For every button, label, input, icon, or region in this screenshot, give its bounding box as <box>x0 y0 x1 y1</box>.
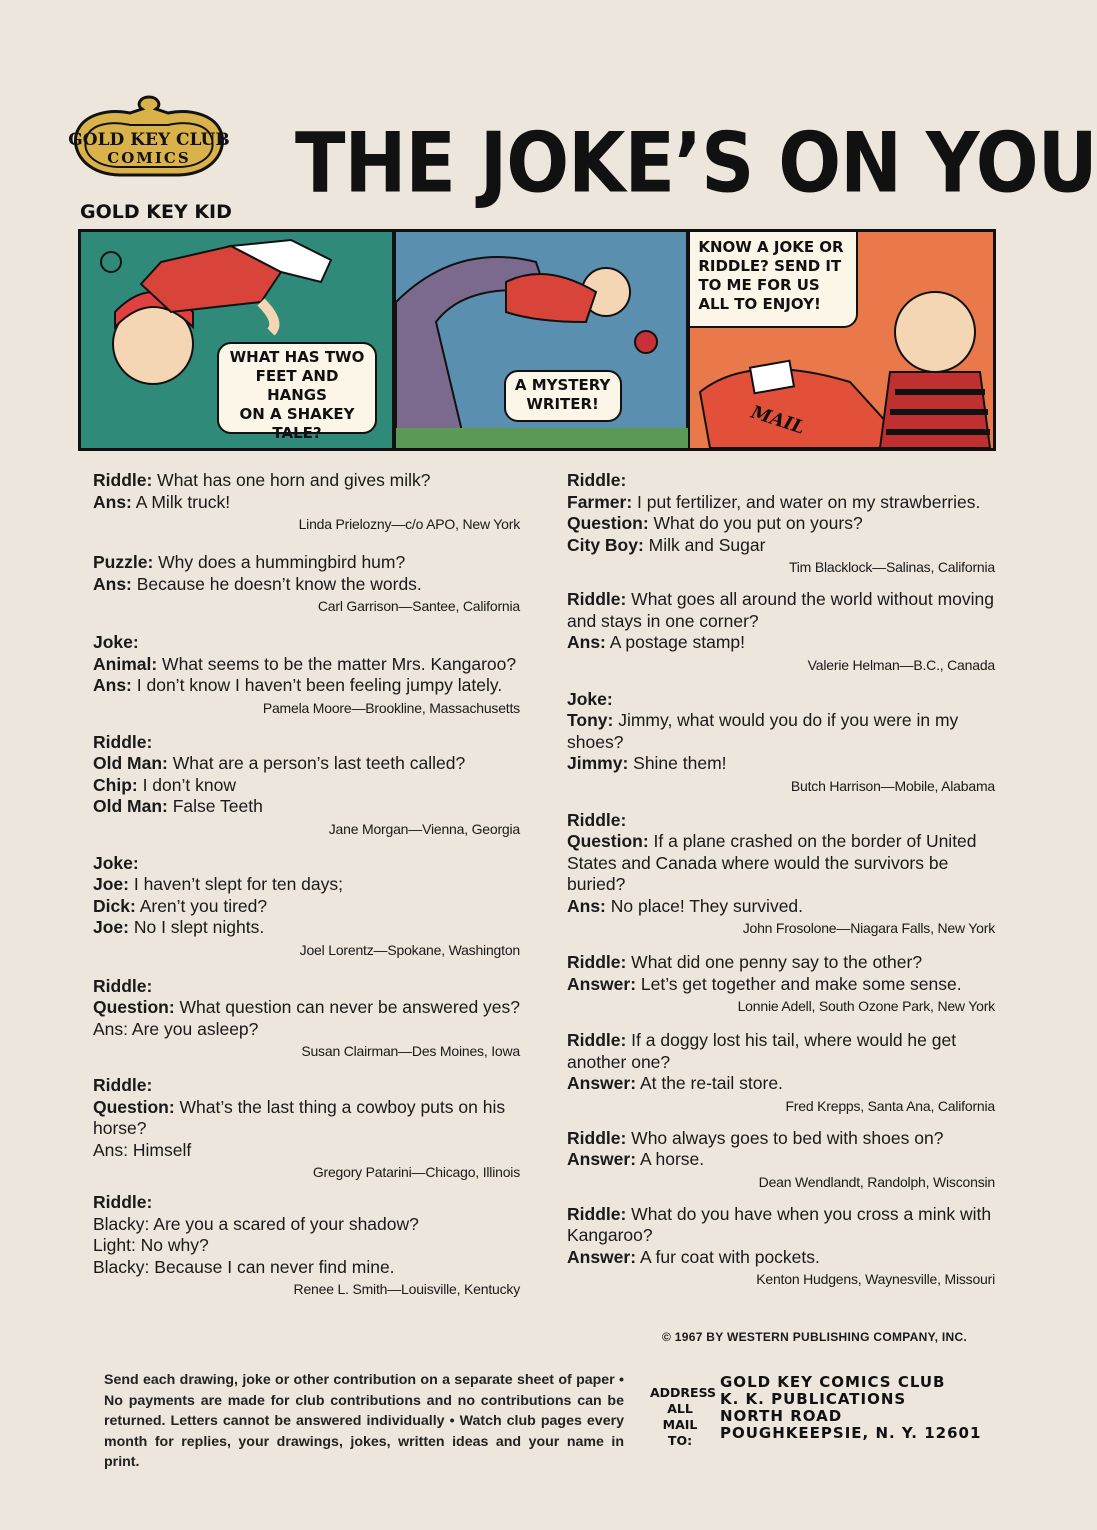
joke-speaker-label: Riddle: <box>93 731 153 752</box>
joke-line <box>93 1214 520 1236</box>
joke-text: I put fertilizer, and water on my strawberries. <box>632 491 981 512</box>
joke-credit: Jane Morgan—Vienna, Georgia <box>328 820 520 837</box>
gold-key-kid-label: GOLD KEY KID <box>80 201 232 223</box>
joke-line <box>567 1247 995 1269</box>
joke-text: I don’t know <box>137 774 236 795</box>
joke-entry <box>93 1192 520 1299</box>
joke-credit: Valerie Helman—B.C., Canada <box>807 656 995 673</box>
joke-text: What seems to be the matter Mrs. Kangaroo? <box>157 653 517 674</box>
joke-line <box>93 675 520 697</box>
joke-line <box>93 632 520 654</box>
logo-bottom-text: COMICS <box>107 149 191 167</box>
joke-speaker-label: Answer: <box>567 1073 637 1093</box>
joke-line <box>567 492 995 514</box>
joke-text: Blacky: Are you a scared of your shadow? <box>93 1213 419 1234</box>
joke-line <box>567 974 995 996</box>
joke-speaker-label: Old Man: <box>93 753 168 773</box>
joke-credit: Dean Wendlandt, Randolph, Wisconsin <box>758 1173 995 1190</box>
joke-text: Milk and Sugar <box>643 534 766 555</box>
joke-text: What do you put on yours? <box>648 513 863 533</box>
comic-strip <box>78 229 996 451</box>
joke-text: Aren’t you tired? <box>135 895 268 916</box>
joke-line <box>93 796 520 818</box>
joke-line <box>93 492 520 514</box>
joke-speaker-label: Riddle: <box>567 1203 627 1224</box>
joke-speaker-label: Ans: <box>567 895 606 916</box>
page-title: THE JOKE’S ON YOU <box>295 115 1097 212</box>
joke-line <box>93 997 520 1019</box>
joke-text: False Teeth <box>167 796 263 816</box>
comic-panel-1 <box>81 232 392 448</box>
jokes-left-column <box>93 470 520 1299</box>
joke-line <box>93 552 520 574</box>
joke-text: A Milk truck! <box>131 491 231 512</box>
contribution-instructions: Send each drawing, joke or other contribution on a separate sheet of paper • No payments are made for club contributions and no contributions can be returned. Letters cannot be answered individually • Watch club pages every month for replies, your drawings, jokes, written ideas and your name in print. <box>104 1372 624 1470</box>
joke-speaker-label: Riddle: <box>567 470 627 490</box>
joke-line <box>567 632 995 654</box>
joke-entry <box>93 732 520 839</box>
joke-credit: Fred Krepps, Santa Ana, California <box>785 1097 995 1114</box>
joke-credit: Butch Harrison—Mobile, Alabama <box>790 777 995 794</box>
joke-speaker-label: Answer: <box>567 973 637 994</box>
address-line: K. K. PUBLICATIONS <box>720 1390 907 1408</box>
joke-line <box>567 1128 995 1150</box>
copyright-notice: © 1967 BY WESTERN PUBLISHING COMPANY, INC. <box>662 1330 968 1344</box>
joke-line <box>93 1257 520 1279</box>
joke-line <box>93 470 520 492</box>
joke-line <box>93 896 520 918</box>
joke-speaker-label: Riddle: <box>567 589 627 609</box>
joke-speaker-label: Ans: <box>93 491 132 512</box>
joke-speaker-label: Question: <box>93 997 175 1017</box>
joke-speaker-label: City Boy: <box>567 534 644 555</box>
joke-speaker-label: Joe: <box>93 874 129 894</box>
joke-speaker-label: Joke: <box>567 688 613 709</box>
joke-entry <box>567 810 995 939</box>
joke-entry <box>93 1075 520 1182</box>
joke-speaker-label: Chip: <box>93 774 138 795</box>
joke-line <box>567 753 995 775</box>
joke-line <box>567 952 995 974</box>
joke-credit: Linda Prielozny—c/o APO, New York <box>298 516 520 532</box>
joke-text: Shine them! <box>628 753 727 773</box>
joke-entry <box>567 689 995 796</box>
joke-speaker-label: Ans: <box>567 632 606 652</box>
joke-line <box>93 574 520 596</box>
joke-speaker-label: Dick: <box>93 895 136 916</box>
joke-entry <box>93 976 520 1062</box>
joke-text: What goes all around the world without moving and stays in one corner? <box>567 589 995 631</box>
joke-line <box>567 1030 995 1073</box>
jokes-right-column <box>567 470 995 1289</box>
joke-line <box>567 589 995 632</box>
joke-speaker-label: Ans: <box>93 573 132 594</box>
joke-entry <box>567 1128 995 1192</box>
joke-speaker-label: Old Man: <box>93 796 168 816</box>
joke-text: What are a person’s last teeth called? <box>167 753 466 773</box>
joke-line <box>93 874 520 896</box>
joke-line <box>567 710 995 753</box>
joke-speaker-label: Riddle: <box>567 1030 627 1050</box>
joke-credit: John Frosolone—Niagara Falls, New York <box>742 920 995 936</box>
joke-text: I haven’t slept for ten days; <box>128 874 343 894</box>
joke-line <box>567 689 995 711</box>
joke-text: What do you have when you cross a mink with Kangaroo? <box>567 1203 992 1245</box>
joke-line <box>567 810 995 832</box>
joke-entry <box>93 470 520 534</box>
logo-badge-icon <box>70 95 228 183</box>
joke-entry <box>567 1204 995 1290</box>
joke-text: At the re-tail store. <box>636 1073 783 1093</box>
joke-credit: Pamela Moore—Brookline, Massachusetts <box>262 699 520 716</box>
joke-text: What did one penny say to the other? <box>626 952 923 972</box>
joke-speaker-label: Joke: <box>93 852 139 873</box>
comic-panel-3 <box>690 232 993 448</box>
mailing-address <box>720 1374 1000 1442</box>
joke-speaker-label: Question: <box>567 513 649 533</box>
address-label: ADDRESS ALL MAIL TO: <box>650 1385 717 1448</box>
joke-text: Blacky: Because I can never find mine. <box>93 1256 395 1277</box>
joke-entry <box>567 470 995 577</box>
joke-line <box>93 775 520 797</box>
joke-line <box>567 513 995 535</box>
joke-text: If a doggy lost his tail, where would he get another one? <box>567 1030 957 1072</box>
joke-line <box>93 917 520 939</box>
joke-credit: Gregory Patarini—Chicago, Illinois <box>312 1164 520 1180</box>
joke-entry <box>93 853 520 960</box>
joke-text: A horse. <box>636 1149 705 1169</box>
joke-line <box>93 732 520 754</box>
joke-text: Jimmy, what would you do if you were in my shoes? <box>567 710 959 752</box>
joke-speaker-label: Riddle: <box>93 470 153 490</box>
address-line: NORTH ROAD <box>720 1407 843 1425</box>
joke-line <box>93 1192 520 1214</box>
joke-text: What’s the last thing a cowboy puts on his horse? <box>93 1096 506 1138</box>
joke-text: Ans: Are you asleep? <box>93 1018 259 1039</box>
joke-speaker-label: Joke: <box>93 632 139 652</box>
joke-speaker-label: Tony: <box>567 710 614 730</box>
joke-credit: Susan Clairman—Des Moines, Iowa <box>301 1043 520 1059</box>
joke-speaker-label: Riddle: <box>567 1127 627 1148</box>
comic-panel-2 <box>396 232 687 448</box>
joke-text: Ans: Himself <box>93 1139 192 1160</box>
joke-line <box>567 831 995 896</box>
joke-text: What has one horn and gives milk? <box>152 470 431 490</box>
joke-line <box>567 1204 995 1247</box>
joke-entry <box>567 952 995 1016</box>
joke-speaker-label: Riddle: <box>93 1192 153 1212</box>
address-line: GOLD KEY COMICS CLUB <box>720 1373 946 1391</box>
joke-speaker-label: Puzzle: <box>93 552 154 572</box>
joke-text: If a plane crashed on the border of United States and Canada where would the survivors be buried? <box>567 831 977 894</box>
joke-line <box>567 535 995 557</box>
joke-text: No place! They survived. <box>605 895 804 916</box>
joke-speaker-label: Riddle: <box>93 975 153 996</box>
joke-credit: Renee L. Smith—Louisville, Kentucky <box>293 1281 520 1297</box>
joke-line <box>93 853 520 875</box>
joke-line <box>93 654 520 676</box>
address-line: POUGHKEEPSIE, N. Y. 12601 <box>720 1424 982 1442</box>
speech-bubble-invite: KNOW A JOKE OR RIDDLE? SEND IT TO ME FOR US ALL TO ENJOY! <box>690 232 858 328</box>
joke-entry <box>93 552 520 616</box>
joke-text: What question can never be answered yes? <box>174 997 521 1017</box>
joke-speaker-label: Answer: <box>567 1149 637 1169</box>
joke-entry <box>93 632 520 718</box>
mailbox-label: MAIL <box>748 401 808 439</box>
joke-line <box>93 976 520 998</box>
joke-line <box>567 1149 995 1171</box>
joke-speaker-label: Jimmy: <box>567 753 629 773</box>
joke-credit: Joel Lorentz—Spokane, Washington <box>299 941 520 958</box>
joke-text: A fur coat with pockets. <box>636 1246 820 1267</box>
joke-line <box>93 1019 520 1041</box>
logo-top-text: GOLD KEY CLUB <box>68 130 230 150</box>
joke-line <box>567 1073 995 1095</box>
joke-credit: Lonnie Adell, South Ozone Park, New York <box>737 998 995 1014</box>
joke-text: Who always goes to bed with shoes on? <box>626 1127 944 1148</box>
joke-entry <box>567 589 995 675</box>
joke-speaker-label: Riddle: <box>567 809 627 830</box>
joke-credit: Kenton Hudgens, Waynesville, Missouri <box>756 1271 995 1287</box>
joke-speaker-label: Answer: <box>567 1246 637 1267</box>
joke-text: Why does a hummingbird hum? <box>153 552 406 572</box>
joke-speaker-label: Animal: <box>93 653 158 674</box>
joke-text: No I slept nights. <box>128 917 265 937</box>
joke-entry <box>567 1030 995 1116</box>
joke-line <box>93 1140 520 1162</box>
joke-line <box>567 470 995 492</box>
joke-speaker-label: Question: <box>567 831 649 851</box>
joke-speaker-label: Question: <box>93 1096 175 1117</box>
joke-line <box>93 1075 520 1097</box>
joke-speaker-label: Joe: <box>93 917 129 937</box>
joke-line <box>93 753 520 775</box>
joke-line <box>567 896 995 918</box>
speech-bubble-answer: A MYSTERY WRITER! <box>504 370 622 422</box>
joke-credit: Tim Blacklock—Salinas, California <box>788 559 995 575</box>
joke-credit: Carl Garrison—Santee, California <box>317 598 520 614</box>
joke-text: I don’t know I haven’t been feeling jumpy lately. <box>131 675 503 695</box>
joke-line <box>93 1097 520 1140</box>
joke-text: Let’s get together and make some sense. <box>636 973 962 994</box>
joke-text: Because he doesn’t know the words. <box>131 573 422 594</box>
joke-speaker-label: Ans: <box>93 675 132 695</box>
joke-text: A postage stamp! <box>605 632 746 652</box>
joke-speaker-label: Farmer: <box>567 491 633 512</box>
joke-speaker-label: Riddle: <box>567 952 627 972</box>
joke-line <box>93 1235 520 1257</box>
joke-speaker-label: Riddle: <box>93 1075 153 1095</box>
speech-bubble-riddle: WHAT HAS TWO FEET AND HANGS ON A SHAKEY TALE? <box>217 342 377 434</box>
joke-text: Light: No why? <box>93 1235 209 1255</box>
gold-key-club-logo <box>70 95 228 183</box>
